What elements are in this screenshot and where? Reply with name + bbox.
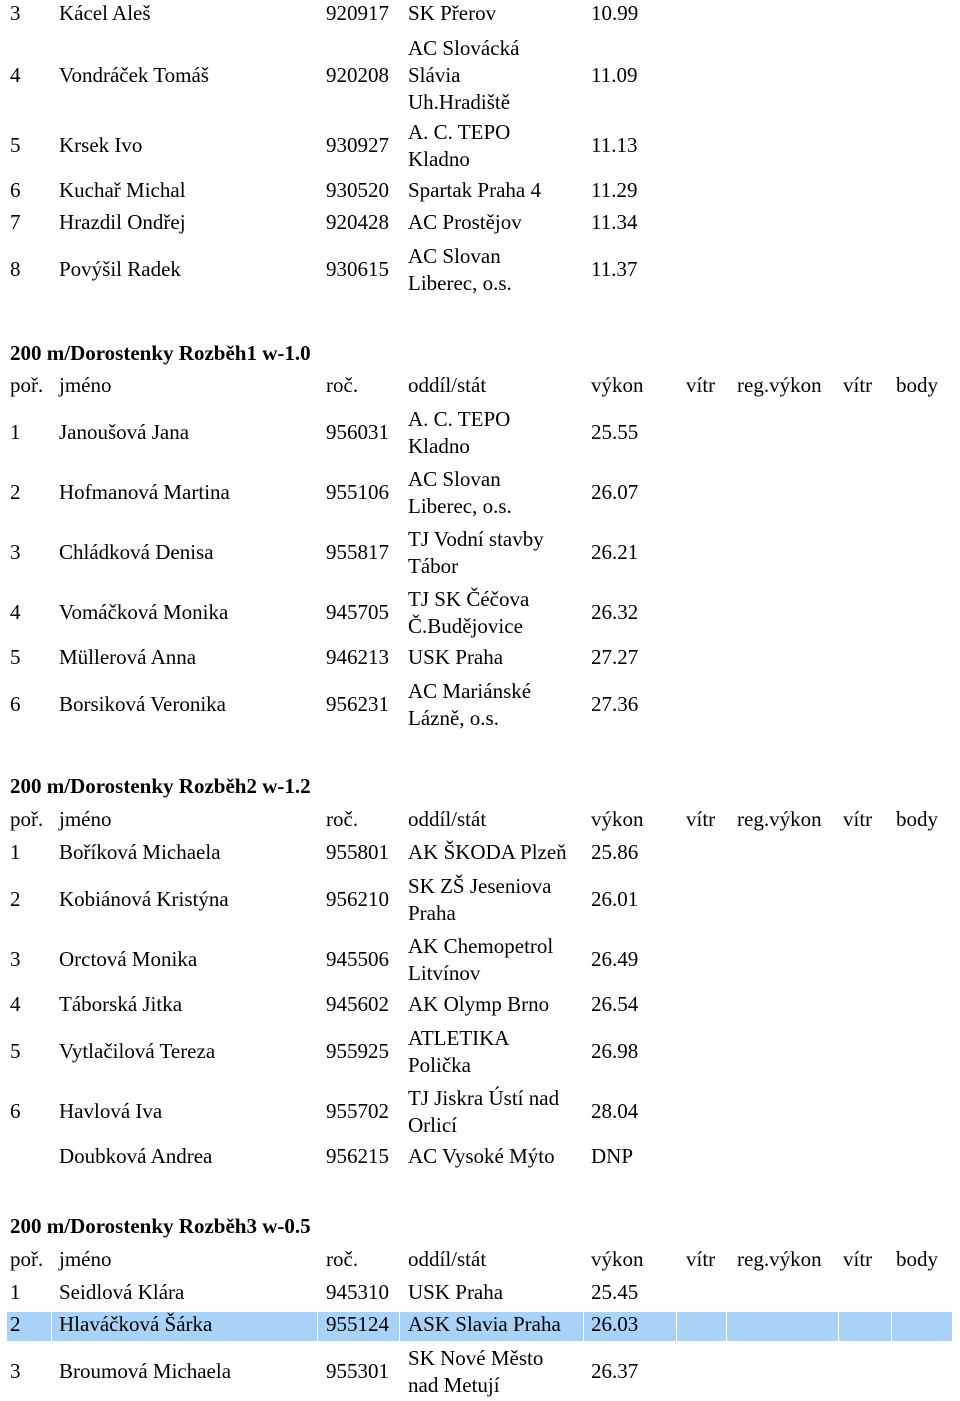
club-name: ASK Slavia Praha xyxy=(408,1312,561,1336)
athlete-name: Povýšil Radek xyxy=(59,257,181,281)
club-name: AC Vysoké Mýto xyxy=(408,1144,555,1168)
birth-code: 920428 xyxy=(326,210,389,234)
rank: 6 xyxy=(10,1099,21,1123)
athlete-name: Táborská Jitka xyxy=(59,992,183,1016)
performance: 28.04 xyxy=(591,1099,639,1123)
header-year: roč. xyxy=(326,807,359,831)
table-row xyxy=(0,677,960,732)
table-row xyxy=(0,525,960,580)
club-name: Lázně, o.s. xyxy=(408,706,499,730)
table-row xyxy=(0,1084,960,1139)
birth-code: 920208 xyxy=(326,63,389,87)
club-name: AC Prostějov xyxy=(408,210,522,234)
club-name: AK Chemopetrol xyxy=(408,934,554,958)
performance: 25.45 xyxy=(591,1280,639,1304)
table-row xyxy=(0,1024,960,1079)
rank: 4 xyxy=(10,992,21,1016)
club-name: AC Slovan xyxy=(408,244,501,268)
birth-code: 920917 xyxy=(326,1,389,25)
performance: 26.01 xyxy=(591,887,639,911)
header-wind2: vítr xyxy=(843,807,873,831)
table-row xyxy=(0,465,960,520)
section-title: 200 m/Dorostenky Rozběh1 w-1.0 xyxy=(10,341,311,365)
club-name: Praha xyxy=(408,901,456,925)
header-year: roč. xyxy=(326,373,359,397)
header-pts: body xyxy=(896,1247,938,1271)
header-club: oddíl/stát xyxy=(408,373,487,397)
performance: 25.86 xyxy=(591,840,639,864)
club-name: TJ SK Čéčova xyxy=(408,587,530,611)
rank: 8 xyxy=(10,257,21,281)
performance: 26.07 xyxy=(591,480,639,504)
athlete-name: Kácel Aleš xyxy=(59,1,151,25)
performance: 11.34 xyxy=(591,210,638,234)
performance: 26.98 xyxy=(591,1039,639,1063)
rank: 1 xyxy=(10,1280,21,1304)
birth-code: 945310 xyxy=(326,1280,389,1304)
birth-code: 930520 xyxy=(326,178,389,202)
table-row xyxy=(0,872,960,927)
performance: 11.13 xyxy=(591,133,638,157)
club-name: Polička xyxy=(408,1053,471,1077)
birth-code: 930927 xyxy=(326,133,389,157)
header-club: oddíl/stát xyxy=(408,1247,487,1271)
table-header xyxy=(0,1246,960,1273)
table-row xyxy=(0,31,960,119)
club-name: Tábor xyxy=(408,554,459,578)
club-name: Č.Budějovice xyxy=(408,614,523,638)
birth-code: 955124 xyxy=(326,1312,389,1336)
club-name: ATLETIKA xyxy=(408,1026,510,1050)
header-perf: výkon xyxy=(591,373,644,397)
athlete-name: Kuchař Michal xyxy=(59,178,186,202)
club-name: TJ Jiskra Ústí nad xyxy=(408,1086,560,1110)
rank: 6 xyxy=(10,692,21,716)
birth-code: 955702 xyxy=(326,1099,389,1123)
athlete-name: Broumová Michaela xyxy=(59,1359,232,1383)
birth-code: 955801 xyxy=(326,840,389,864)
table-row xyxy=(0,585,960,640)
rank: 3 xyxy=(10,1359,21,1383)
table-row xyxy=(0,118,960,173)
club-name: USK Praha xyxy=(408,1280,504,1304)
performance: 27.36 xyxy=(591,692,639,716)
rank: 2 xyxy=(10,1312,21,1336)
club-name: AC Mariánské xyxy=(408,679,532,703)
header-name: jméno xyxy=(59,1247,112,1271)
table-row xyxy=(0,644,960,671)
performance: 25.55 xyxy=(591,420,639,444)
club-name: AK ŠKODA Plzeň xyxy=(408,840,567,864)
rank: 4 xyxy=(10,600,21,624)
table-row xyxy=(0,1311,960,1338)
header-wind2: vítr xyxy=(843,373,873,397)
birth-code: 955106 xyxy=(326,480,389,504)
birth-code: 956031 xyxy=(326,420,389,444)
header-reg: reg.výkon xyxy=(737,807,822,831)
performance: 10.99 xyxy=(591,1,639,25)
birth-code: 956215 xyxy=(326,1144,389,1168)
club-name: Uh.Hradiště xyxy=(408,90,511,114)
performance: 26.32 xyxy=(591,600,639,624)
performance: 11.29 xyxy=(591,178,638,202)
header-name: jméno xyxy=(59,373,112,397)
athlete-name: Müllerová Anna xyxy=(59,645,197,669)
table-row xyxy=(0,839,960,866)
header-wind2: vítr xyxy=(843,1247,873,1271)
birth-code: 945705 xyxy=(326,600,389,624)
table-row xyxy=(0,991,960,1018)
table-row xyxy=(0,1279,960,1306)
club-name: SK ZŠ Jeseniova xyxy=(408,874,552,898)
athlete-name: Boříková Michaela xyxy=(59,840,221,864)
athlete-name: Vytlačilová Tereza xyxy=(59,1039,216,1063)
performance: 26.37 xyxy=(591,1359,639,1383)
athlete-name: Vomáčková Monika xyxy=(59,600,229,624)
header-year: roč. xyxy=(326,1247,359,1271)
performance: 26.54 xyxy=(591,992,639,1016)
table-row xyxy=(0,0,960,27)
athlete-name: Seidlová Klára xyxy=(59,1280,185,1304)
header-reg: reg.výkon xyxy=(737,1247,822,1271)
club-name: A. C. TEPO xyxy=(408,407,511,431)
athlete-name: Hrazdil Ondřej xyxy=(59,210,186,234)
performance: 27.27 xyxy=(591,645,639,669)
header-wind: vítr xyxy=(686,1247,716,1271)
table-header xyxy=(0,806,960,833)
rank: 5 xyxy=(10,645,21,669)
athlete-name: Chládková Denisa xyxy=(59,540,214,564)
club-name: SK Přerov xyxy=(408,1,497,25)
performance: 11.37 xyxy=(591,257,638,281)
rank: 4 xyxy=(10,63,21,87)
performance: 11.09 xyxy=(591,63,638,87)
athlete-name: Hofmanová Martina xyxy=(59,480,230,504)
birth-code: 945506 xyxy=(326,947,389,971)
header-perf: výkon xyxy=(591,1247,644,1271)
club-name: USK Praha xyxy=(408,645,504,669)
rank: 6 xyxy=(10,178,21,202)
club-name: AC Slovácká xyxy=(408,36,520,60)
club-name: SK Nové Město xyxy=(408,1346,544,1370)
header-pts: body xyxy=(896,373,938,397)
club-name: Liberec, o.s. xyxy=(408,271,512,295)
club-name: Litvínov xyxy=(408,961,481,985)
table-row xyxy=(0,177,960,204)
club-name: TJ Vodní stavby xyxy=(408,527,544,551)
rank: 7 xyxy=(10,210,21,234)
header-reg: reg.výkon xyxy=(737,373,822,397)
header-wind: vítr xyxy=(686,807,716,831)
header-club: oddíl/stát xyxy=(408,807,487,831)
athlete-name: Krsek Ivo xyxy=(59,133,143,157)
birth-code: 930615 xyxy=(326,257,389,281)
section-title: 200 m/Dorostenky Rozběh3 w-0.5 xyxy=(10,1214,311,1238)
table-header xyxy=(0,372,960,399)
club-name: AC Slovan xyxy=(408,467,501,491)
club-name: Orlicí xyxy=(408,1113,457,1137)
rank: 1 xyxy=(10,420,21,444)
header-perf: výkon xyxy=(591,807,644,831)
birth-code: 945602 xyxy=(326,992,389,1016)
club-name: Kladno xyxy=(408,434,470,458)
club-name: A. C. TEPO xyxy=(408,120,511,144)
athlete-name: Hlaváčková Šárka xyxy=(59,1312,213,1336)
birth-code: 956210 xyxy=(326,887,389,911)
athlete-name: Havlová Iva xyxy=(59,1099,163,1123)
rank: 3 xyxy=(10,947,21,971)
table-row xyxy=(0,1143,960,1170)
header-num: poř. xyxy=(10,807,44,831)
performance: 26.49 xyxy=(591,947,639,971)
header-wind: vítr xyxy=(686,373,716,397)
table-row xyxy=(0,209,960,236)
athlete-name: Borsiková Veronika xyxy=(59,692,227,716)
rank: 3 xyxy=(10,1,21,25)
rank: 2 xyxy=(10,887,21,911)
athlete-name: Janoušová Jana xyxy=(59,420,190,444)
club-name: Kladno xyxy=(408,147,470,171)
section-title: 200 m/Dorostenky Rozběh2 w-1.2 xyxy=(10,774,311,798)
table-row xyxy=(0,932,960,987)
athlete-name: Kobiánová Kristýna xyxy=(59,887,229,911)
table-row xyxy=(0,242,960,297)
club-name: Spartak Praha 4 xyxy=(408,178,541,202)
birth-code: 955817 xyxy=(326,540,389,564)
birth-code: 955925 xyxy=(326,1039,389,1063)
table-row xyxy=(0,1344,960,1399)
rank: 5 xyxy=(10,133,21,157)
club-name: AK Olymp Brno xyxy=(408,992,550,1016)
rank: 1 xyxy=(10,840,21,864)
rank: 3 xyxy=(10,540,21,564)
performance: 26.21 xyxy=(591,540,639,564)
birth-code: 955301 xyxy=(326,1359,389,1383)
header-num: poř. xyxy=(10,1247,44,1271)
header-name: jméno xyxy=(59,807,112,831)
athlete-name: Doubková Andrea xyxy=(59,1144,213,1168)
header-num: poř. xyxy=(10,373,44,397)
rank: 5 xyxy=(10,1039,21,1063)
birth-code: 946213 xyxy=(326,645,389,669)
athlete-name: Orctová Monika xyxy=(59,947,198,971)
athlete-name: Vondráček Tomáš xyxy=(59,63,209,87)
header-pts: body xyxy=(896,807,938,831)
rank: 2 xyxy=(10,480,21,504)
performance: DNP xyxy=(591,1144,634,1168)
club-name: nad Metují xyxy=(408,1373,500,1397)
club-name: Liberec, o.s. xyxy=(408,494,512,518)
club-name: Slávia xyxy=(408,63,461,87)
table-row xyxy=(0,405,960,460)
performance: 26.03 xyxy=(591,1312,639,1336)
birth-code: 956231 xyxy=(326,692,389,716)
